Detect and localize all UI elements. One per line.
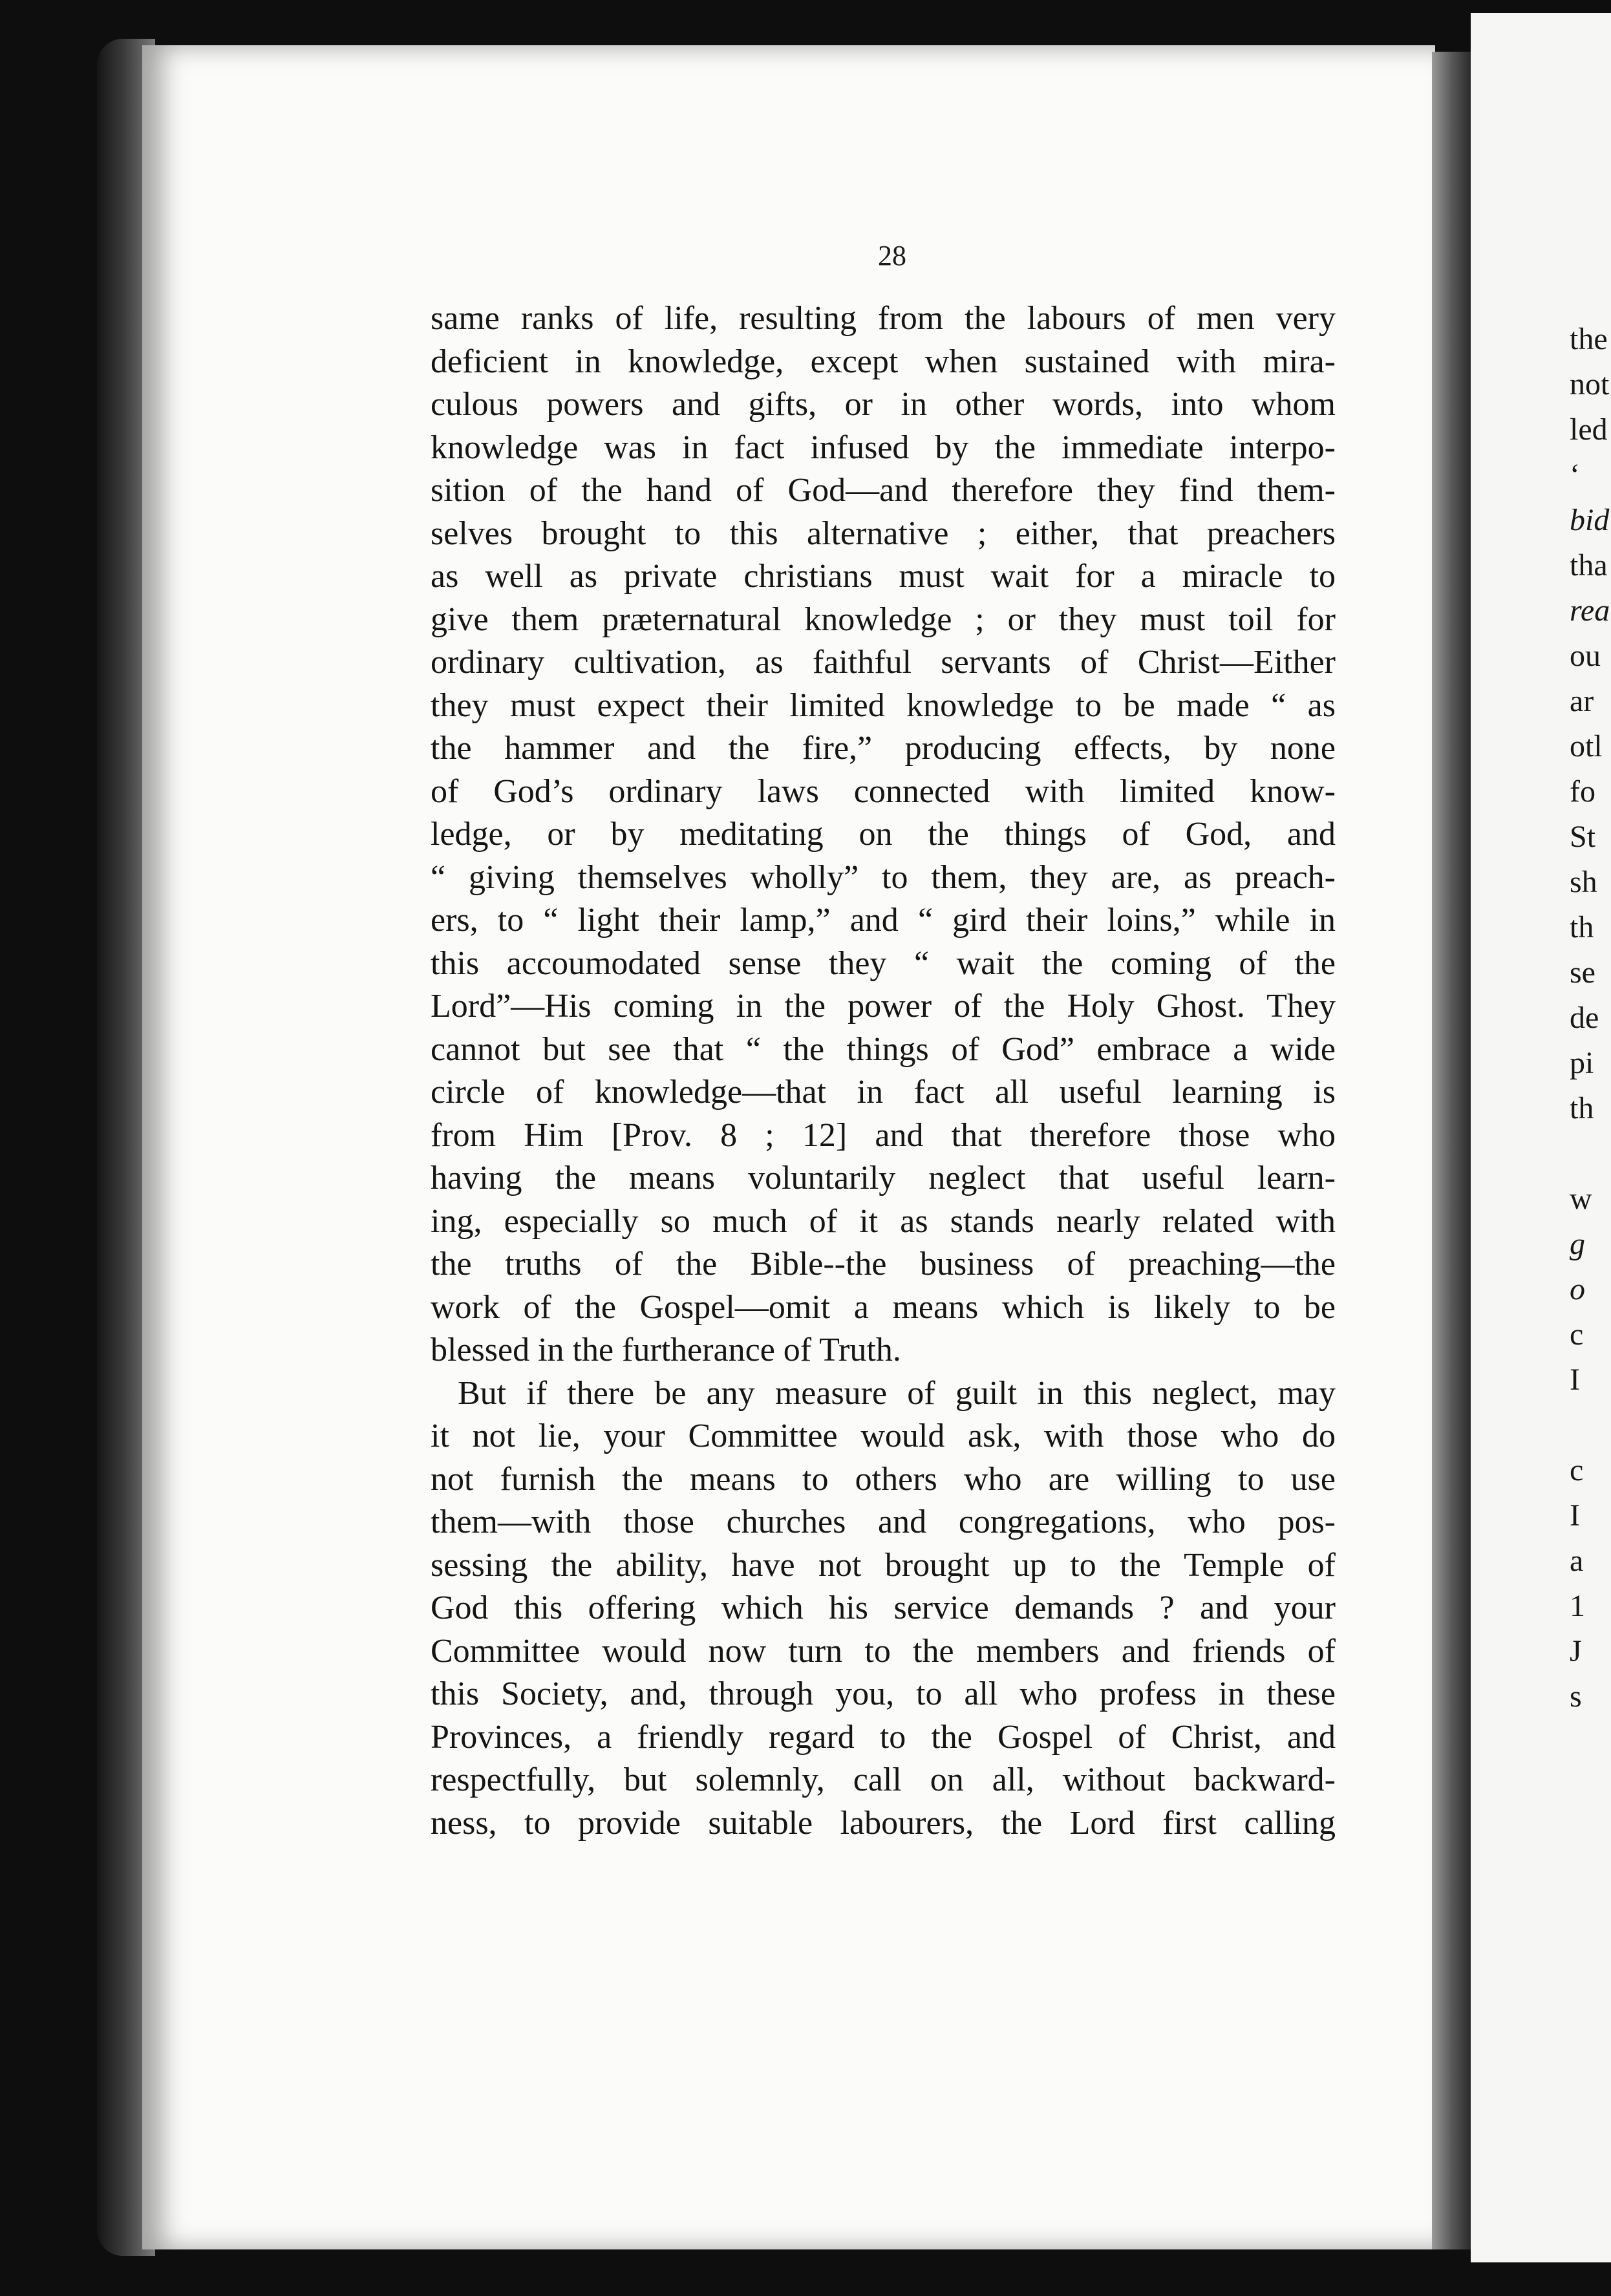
text-line: same ranks of life, resulting from the labours of men very (431, 300, 1336, 337)
text-line: ordinary cultivation, as faithful servants of Christ—Either (431, 644, 1336, 681)
book-gutter (1432, 52, 1471, 2249)
text-line: blessed in the furtherance of Truth. (431, 1332, 901, 1368)
facing-fragment: J (1570, 1634, 1582, 1668)
text-line: circle of knowledge—that in fact all useful learning is (431, 1074, 1336, 1111)
facing-fragment: c (1570, 1317, 1584, 1352)
page-number: 28 (878, 240, 906, 271)
facing-fragment: the (1570, 322, 1608, 356)
text-line: ness, to provide suitable labourers, the Lord first calling (431, 1804, 1336, 1842)
text-line: culous powers and gifts, or in other words, into whom (431, 386, 1336, 423)
facing-fragment: otl (1570, 729, 1603, 763)
text-line: ers, to “ light their lamp,” and “ gird their loins,” while in (431, 902, 1336, 939)
text-line: the hammer and the fire,” producing effects, by none (431, 730, 1336, 767)
text-line: cannot but see that “ the things of God” embrace a wide (431, 1030, 1336, 1068)
facing-fragment: bid (1570, 503, 1610, 537)
facing-fragment: rea (1570, 593, 1610, 628)
text-line: them—with those churches and congregations, who pos- (431, 1504, 1336, 1540)
facing-fragment: se (1570, 955, 1595, 990)
text-line: sessing the ability, have not brought up to the Temple of (431, 1546, 1336, 1584)
text-line: give them præternatural knowledge ; or they must toil for (431, 601, 1336, 638)
facing-fragment: th (1570, 1091, 1594, 1125)
text-line: Provinces, a friendly regard to the Gospel of Christ, and (431, 1718, 1336, 1756)
text-line: knowledge was in fact infused by the immediate interpo- (431, 429, 1336, 466)
text-line: Lord”—His coming in the power of the Holy Ghost. They (431, 988, 1336, 1025)
text-line: God this offering which his service demands ? and your (431, 1589, 1336, 1626)
facing-fragment (1570, 1403, 1611, 1448)
text-line: as well as private christians must wait for a miracle to (431, 558, 1336, 595)
facing-fragment: fo (1570, 774, 1595, 809)
text-line: Committee would now turn to the members and friends of (431, 1632, 1336, 1670)
text-line: “ giving themselves wholly” to them, they are, as preach- (431, 858, 1336, 896)
text-line: ledge, or by meditating on the things of God, and (431, 816, 1336, 853)
facing-fragment: pi (1570, 1046, 1594, 1080)
text-line: respectfully, but solemnly, call on all, without backward- (431, 1761, 1336, 1798)
facing-fragment: 1 (1570, 1589, 1585, 1623)
facing-fragment: led (1570, 412, 1608, 447)
facing-fragment: de (1570, 1001, 1599, 1035)
text-line: it not lie, your Committee would ask, with those who do (431, 1418, 1336, 1454)
text-line: not furnish the means to others who are willing to use (431, 1460, 1336, 1498)
facing-fragment: tha (1570, 548, 1608, 582)
facing-fragment: I (1570, 1498, 1580, 1533)
text-line: deficient in knowledge, except when sustained with mira- (431, 343, 1336, 380)
facing-fragment: I (1570, 1363, 1580, 1397)
facing-fragment: w (1570, 1182, 1592, 1216)
text-line: this Society, and, through you, to all who profess in these (431, 1675, 1336, 1712)
text-line: from Him [Prov. 8 ; 12] and that therefore those who (431, 1116, 1336, 1154)
text-line: selves brought to this alternative ; either, that preachers (431, 515, 1336, 552)
text-line: sition of the hand of God—and therefore they find them- (431, 472, 1336, 509)
facing-fragment: not (1570, 367, 1610, 401)
facing-page-text (1570, 317, 1611, 1719)
facing-fragment: ou (1570, 639, 1601, 673)
facing-fragment: c (1570, 1453, 1584, 1487)
facing-fragment: ‘ (1570, 458, 1580, 492)
facing-fragment: St (1570, 820, 1596, 854)
page-body-text (431, 297, 1336, 1845)
facing-fragment (1570, 1131, 1611, 1176)
text-line: ing, especially so much of it as stands nearly related with (431, 1202, 1336, 1240)
facing-fragment: th (1570, 910, 1594, 944)
text-line: work of the Gospel—omit a means which is likely to be (431, 1288, 1336, 1326)
paragraph-start-line: But if there be any measure of guilt in this neglect, may (458, 1374, 1336, 1412)
facing-fragment: g (1570, 1227, 1585, 1261)
facing-fragment: ar (1570, 684, 1594, 718)
text-line: the truths of the Bible--the business of preaching—the (431, 1246, 1336, 1282)
text-line: having the means voluntarily neglect that useful learn- (431, 1160, 1336, 1196)
text-line: of God’s ordinary laws connected with limited know- (431, 772, 1336, 810)
facing-fragment: s (1570, 1679, 1582, 1714)
text-line: this accoumodated sense they “ wait the coming of the (431, 944, 1336, 982)
facing-fragment: a (1570, 1544, 1584, 1578)
facing-fragment: sh (1570, 865, 1597, 899)
text-line: they must expect their limited knowledge to be made “ as (431, 686, 1336, 724)
facing-fragment: o (1570, 1272, 1585, 1306)
